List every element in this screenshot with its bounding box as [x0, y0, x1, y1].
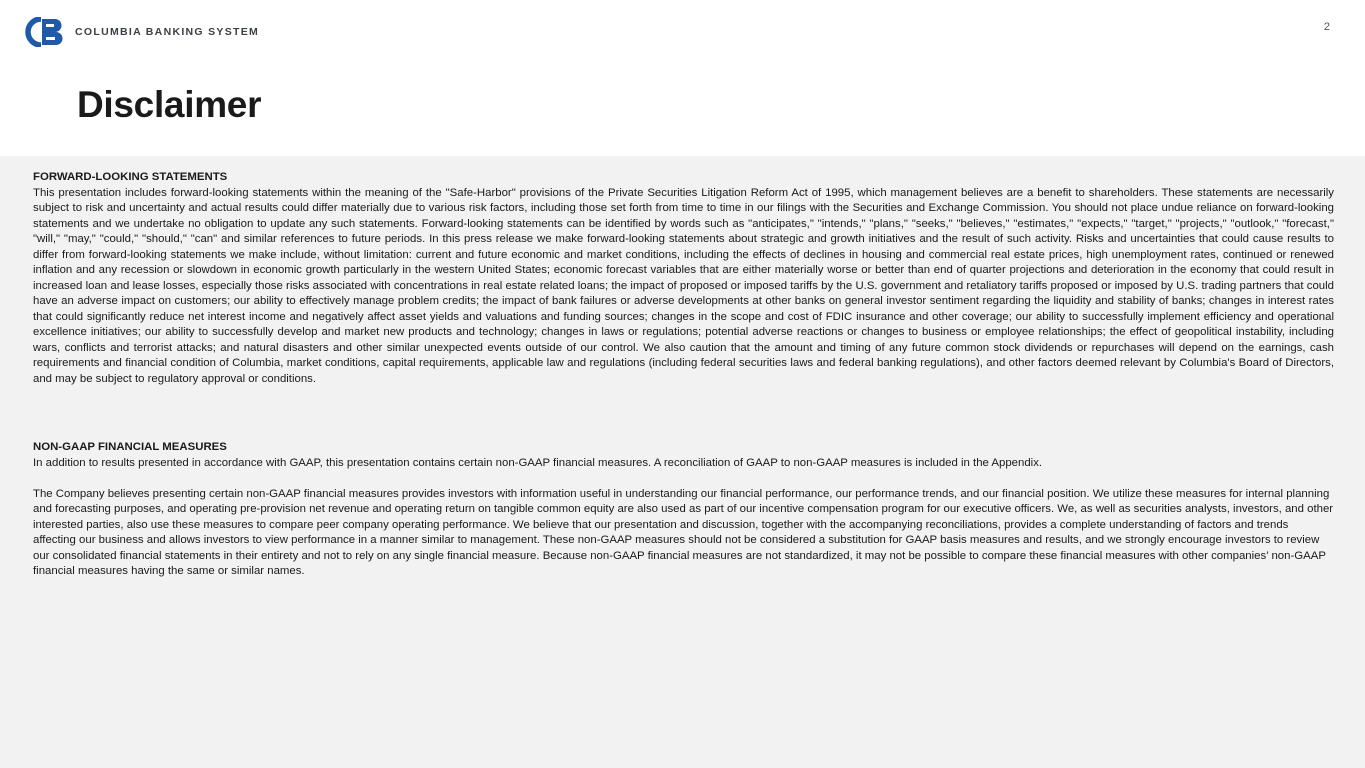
- disclaimer-content: [0, 156, 1365, 768]
- forward-looking-heading: FORWARD-LOOKING STATEMENTS: [33, 171, 228, 183]
- forward-looking-body: This presentation includes forward-looking statements within the meaning of the "Safe-Harbor" provisions of the Private Securities Litigation Reform Act of 1995, which management believes are a benefit to shareholders. These statements are necessarily subject to risk and uncertainty and actual results could differ materially due to various risk factors, including those set forth from time to time in our filings with the Securities and Exchange Commission. You should not place undue reliance on forward-looking statements and we undertake no obligation to update any such statements. Forward-looking statements can be identified by words such as "anticipates," "intends," "plans," "seeks," "believes," "estimates," "expects," "target," "projects," "outlook," "forecast," "will," "may," "could," "should," "can" and similar references to future periods. In this press release we make forward-looking statements about strategic and growth initiatives and the result of such activity. Risks and uncertainties that could cause results to differ from forward-looking statements we make include, without limitation: current and future economic and market conditions, including the effects of declines in housing and commercial real estate prices, high unemployment rates, continued or renewed inflation and any recession or slowdown in economic growth particularly in the western United States; economic forecast variables that are either materially worse or better than end of quarter projections and deterioration in the economy that could result in increased loan and lease losses, especially those risks associated with concentrations in real estate related loans; the impact of proposed or imposed tariffs by the U.S. government and retaliatory tariffs proposed or imposed by U.S. trading partners that could have an adverse impact on customers; our ability to effectively manage problem credits; the impact of bank failures or adverse developments at other banks on general investor sentiment regarding the liquidity and stability of banks; changes in interest rates that could significantly reduce net interest income and negatively affect asset yields and valuations and funding sources; changes in the scope and cost of FDIC insurance and other coverage; our ability to successfully implement efficiency and operational excellence initiatives; our ability to successfully develop and market new products and technology; changes in laws or regulations; potential adverse reactions or changes to business or employee relationships; the effect of geopolitical instability, including wars, conflicts and terrorist attacks; and natural disasters and other similar unexpected events outside of our control. We also caution that the amount and timing of any future common stock dividends or repurchases will depend on the earnings, cash requirements and financial condition of Columbia, market conditions, capital requirements, applicable law and regulations (including federal securities laws and federal banking regulations), and other factors deemed relevant by Columbia's Board of Directors, and may be subject to regulatory approval or conditions.: [33, 186, 1334, 385]
- cb-logo-icon: [25, 17, 67, 47]
- non-gaap-section: [33, 440, 1334, 580]
- page-number: 2: [1323, 21, 1330, 33]
- slide-header: [0, 0, 1365, 156]
- non-gaap-body-1: In addition to results presented in accordance with GAAP, this presentation contains certain non-GAAP financial measures. A reconciliation of GAAP to non-GAAP measures is included in the Appendix.: [33, 456, 1043, 469]
- company-logo: [25, 17, 259, 47]
- logo-wordmark: COLUMBIA BANKING SYSTEM: [75, 26, 260, 38]
- non-gaap-heading: NON-GAAP FINANCIAL MEASURES: [33, 441, 227, 453]
- forward-looking-section: [33, 170, 1334, 387]
- non-gaap-body-2: The Company believes presenting certain non-GAAP financial measures provides investors with information useful in understanding our financial performance, our performance trends, and our financial position. We utilize these measures for internal planning and forecasting purposes, and operating pre-provision net revenue and operating return on tangible common equity are also used as part of our incentive compensation program for our executive officers. We, as well as securities analysts, investors, and other interested parties, also use these measures to compare peer company operating performance. We believe that our presentation and discussion, together with the accompanying reconciliations, provides a complete understanding of factors and trends affecting our business and allows investors to view performance in a manner similar to management. These non-GAAP measures should not be considered a substitution for GAAP basis measures and results, and we strongly encourage investors to review our consolidated financial statements in their entirety and not to rely on any single financial measure. Because non-GAAP financial measures are not standardized, it may not be possible to compare these financial measures with other companies’ non-GAAP financial measures having the same or similar names.: [33, 487, 1334, 577]
- page-title: Disclaimer: [77, 84, 262, 125]
